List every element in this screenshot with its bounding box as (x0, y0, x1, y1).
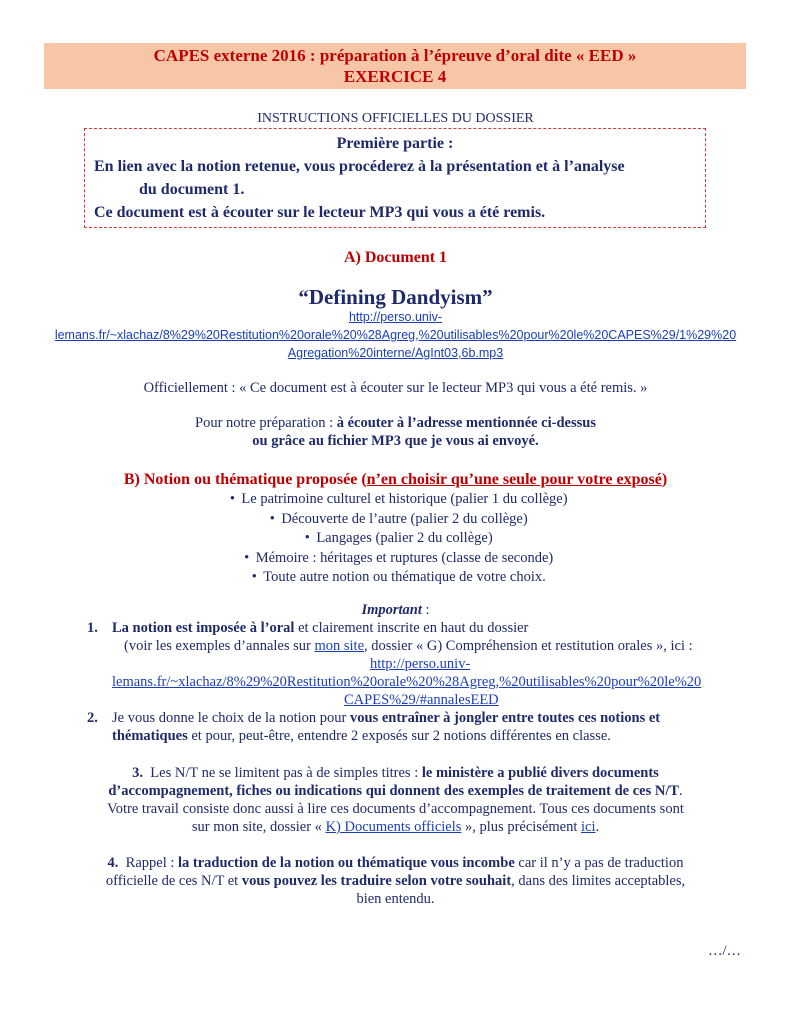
instructions-line1: En lien avec la notion retenue, vous procéderez à la présentation et à l’analyse (94, 158, 625, 175)
my-site-link[interactable]: mon site (314, 638, 365, 654)
item3-line3: Votre travail consiste donc aussi à lire ces documents d’accompagnement. Tous ces documents sont (107, 801, 684, 817)
here-link[interactable]: ici (581, 819, 596, 835)
item3-line4 (0, 819, 791, 837)
item1-text: , dossier « G) Compréhension et restitution orales », ici : (364, 638, 693, 654)
official-docs-link[interactable]: K) Documents officiels (325, 819, 462, 835)
instructions-part: Première partie : (336, 135, 454, 152)
item4-text: , dans des limites acceptables, (511, 873, 686, 889)
item1-text: (voir les exemples d’annales sur (124, 638, 315, 654)
item4-emphasis: vous pouvez les traduire selon votre souhait (241, 873, 512, 889)
item3-text: . (679, 783, 683, 799)
item3-text: », plus précisément (461, 819, 582, 835)
annales-url-line3[interactable]: CAPES%29/#annalesEED (344, 692, 499, 708)
list-item (0, 550, 791, 570)
item4-line2 (0, 873, 791, 891)
item1-line2 (124, 638, 693, 656)
item4-line1 (0, 855, 791, 873)
section-b-heading-underlined: n’en choisir qu’une seule pour votre exposé (366, 471, 662, 488)
header-subtitle: EXERCICE 4 (343, 67, 447, 86)
document-title: “Defining Dandyism” (298, 285, 493, 309)
item1-line1 (112, 620, 528, 638)
item4-text: Rappel : (125, 855, 179, 871)
item2-emphasis: thématiques (112, 728, 188, 744)
item2-line2 (112, 728, 611, 746)
list-item (0, 511, 791, 531)
continuation-mark: …/… (708, 943, 742, 959)
annales-url-line2[interactable]: lemans.fr/~xlachaz/8%29%20Restitution%20orale%20%28Agreg,%20utilisables%20pour%20le%20 (112, 674, 702, 690)
notion-label: Mémoire : héritages et ruptures (classe de seconde) (255, 549, 554, 566)
item1-emphasis: La notion est imposée à l’oral (112, 620, 295, 636)
item3-number: 3. (132, 765, 144, 781)
list-item (0, 569, 791, 589)
instructions-line2: du document 1. (139, 181, 245, 198)
item3-line1 (0, 765, 791, 783)
item3-text: sur mon site, dossier « (191, 819, 326, 835)
bullet-icon: • (304, 530, 310, 546)
item3-emphasis: d’accompagnement, fiches ou indications qui donnent des exemples de traitement de ces N/T (108, 783, 680, 799)
important-label: Important (361, 602, 422, 618)
important-heading (0, 602, 791, 620)
instructions-line3: Ce document est à écouter sur le lecteur MP3 qui vous a été remis. (94, 204, 546, 221)
preparation-label: Pour notre préparation : (195, 415, 337, 431)
important-colon: : (421, 602, 430, 618)
item4-text: officielle de ces N/T et (105, 873, 242, 889)
item1-number: 1. (87, 620, 98, 636)
exercise-header (44, 43, 746, 89)
bullet-icon: • (269, 510, 275, 527)
item3-line2 (0, 783, 791, 801)
bullet-icon: • (244, 549, 250, 566)
preparation-line2: ou grâce au fichier MP3 que je vous ai envoyé. (252, 433, 539, 449)
item2-number: 2. (87, 710, 98, 726)
notion-label: Toute autre notion ou thématique de votre choix. (263, 569, 546, 585)
list-item (0, 491, 791, 511)
notion-label: Découverte de l’autre (palier 2 du collège) (281, 510, 528, 527)
header-title: CAPES externe 2016 : préparation à l’épreuve d’oral dite « EED » (153, 46, 637, 65)
notion-list (0, 491, 791, 589)
item4-emphasis: la traduction de la notion ou thématique vous incombe (178, 855, 515, 871)
section-b-heading-end: ) (661, 471, 668, 488)
item2-text: Je vous donne le choix de la notion pour (112, 710, 350, 726)
instructions-title: INSTRUCTIONS OFFICIELLES DU DOSSIER (257, 111, 534, 126)
document-url-line3[interactable]: Agregation%20interne/AgInt03,6b.mp3 (287, 346, 504, 360)
document-url-line2[interactable]: lemans.fr/~xlachaz/8%29%20Restitution%20orale%20%28Agreg,%20utilisables%20pour%20le%20CAPES%29/1%29%20 (54, 328, 737, 342)
item2-emphasis: vous entraîner à jongler entre toutes ces notions et (350, 710, 661, 726)
item3-emphasis: le ministère a publié divers documents (421, 765, 659, 781)
notion-label: Le patrimoine culturel et historique (palier 1 du collège) (241, 491, 568, 507)
item3-text: . (595, 819, 600, 835)
item1-text: et clairement inscrite en haut du dossier (294, 620, 529, 636)
preparation-line1 (0, 415, 791, 433)
notion-label: Langages (palier 2 du collège) (316, 530, 493, 546)
item2-text: et pour, peut-être, entendre 2 exposés sur 2 notions différentes en classe. (187, 728, 611, 744)
section-a-heading: A) Document 1 (343, 249, 448, 266)
section-b-heading-start: B) Notion ou thématique proposée ( (123, 471, 367, 488)
official-note: Officiellement : « Ce document est à écouter sur le lecteur MP3 qui vous a été remis. » (143, 380, 648, 396)
section-b-heading (0, 470, 791, 490)
bullet-icon: • (251, 569, 257, 585)
item4-number: 4. (107, 855, 119, 871)
item4-line3: bien entendu. (356, 891, 435, 907)
annales-url-line1[interactable]: http://perso.univ- (370, 656, 471, 672)
list-item (0, 530, 791, 550)
preparation-emphasis: à écouter à l’adresse mentionnée ci-dessus (336, 415, 596, 431)
item2-line1 (112, 710, 660, 728)
bullet-icon: • (229, 491, 235, 507)
item4-text: car il n’y a pas de traduction (514, 855, 684, 871)
document-url-line1[interactable]: http://perso.univ- (348, 310, 443, 324)
item3-text: Les N/T ne se limitent pas à de simples titres : (150, 765, 422, 781)
